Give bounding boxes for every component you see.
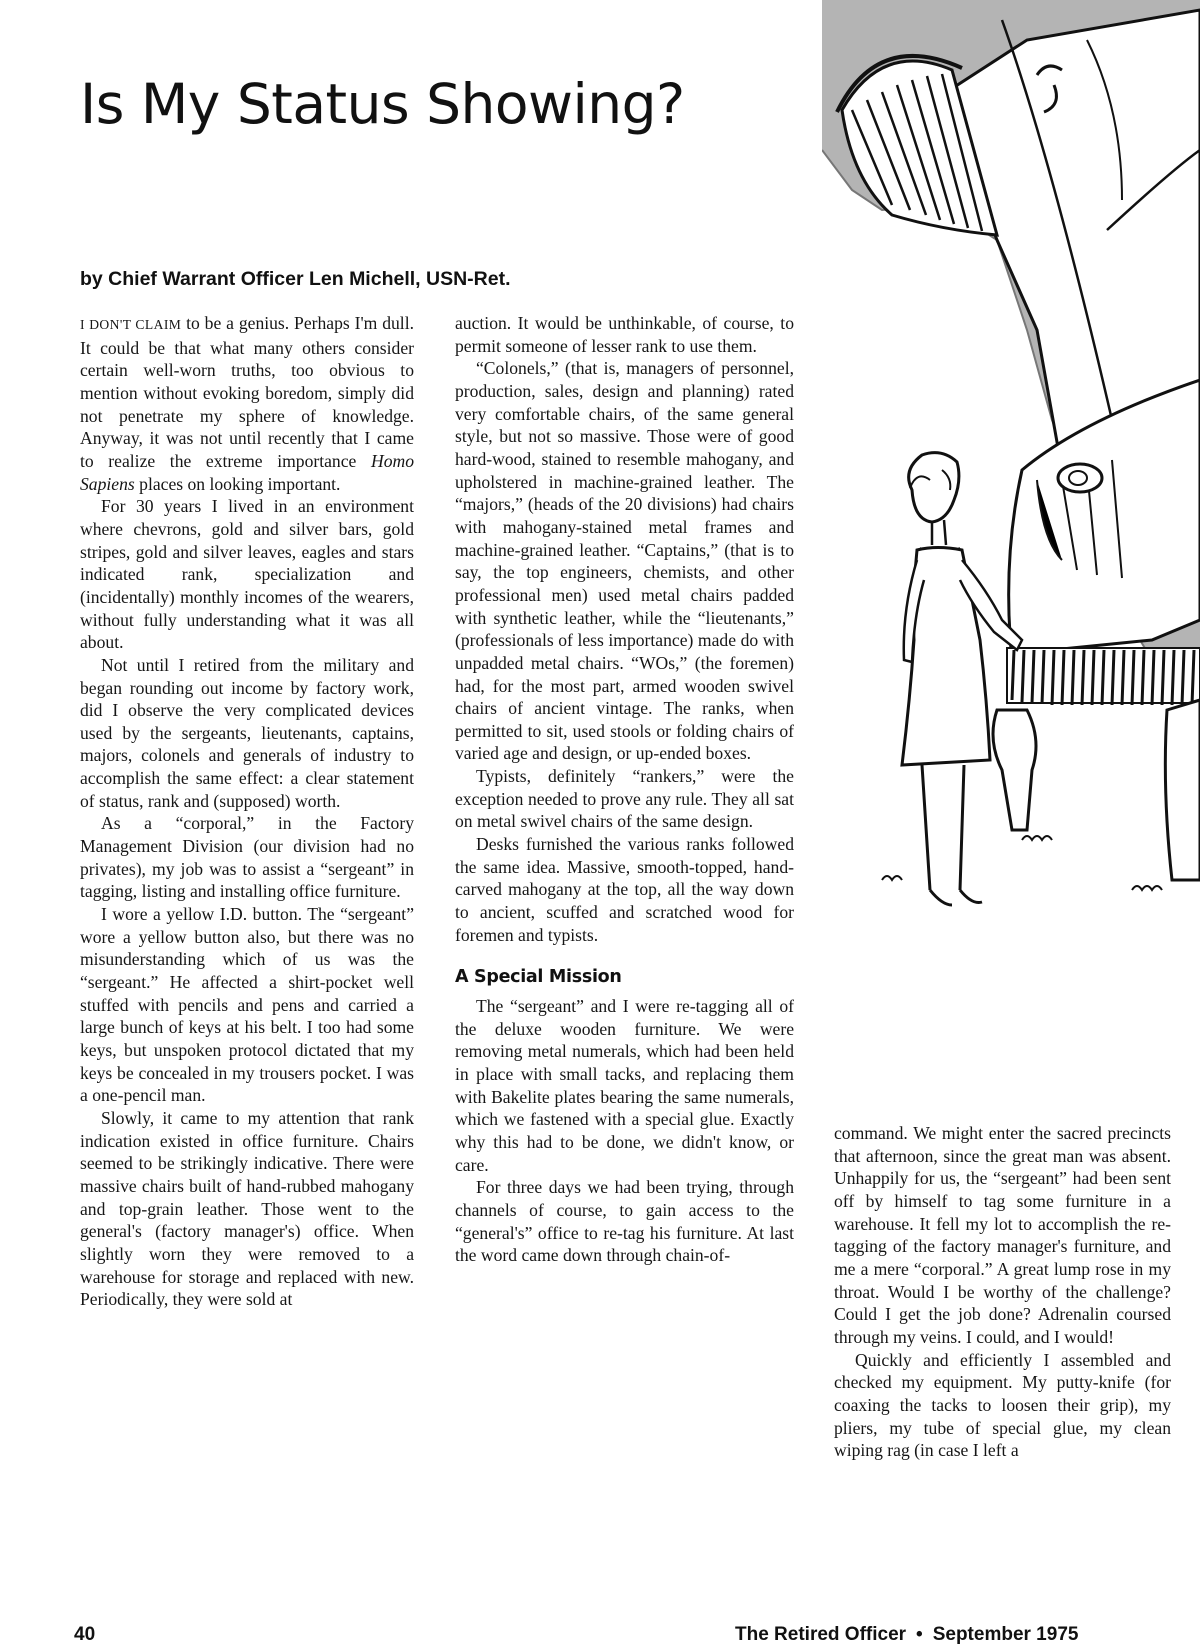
publication-line <box>735 1624 1078 1646</box>
paragraph: For three days we had been trying, through channels of course, to gain access to the “general's” office to re-tag his furniture. At last the word came down through chain-of- <box>455 1177 794 1266</box>
text-column-2 <box>455 312 794 1267</box>
italic-term: Homo Sapiens <box>80 450 415 494</box>
paragraph: Not until I retired from the military and began rounding out income by factory work, did I observe the very complicated devices used by the sergeants, lieutenants, captains, majors, colonels and generals of industry to accomplish the same effect: a clear statement of status, rank and (supposed) worth. <box>80 654 414 811</box>
section-subhead: A Special Mission <box>455 967 622 988</box>
issue-date: September 1975 <box>932 1624 1079 1645</box>
paragraph: “Colonels,” (that is, managers of personnel, production, sales, design and planning) rated very comfortable chairs, of the same general style, but not so massive. Those were of good hard-wood, stained to resemble mahogany, and upholstered in machine-grained leather. The “majors,” (heads of the 20 divisions) had chairs with mahogany-stained metal frames and machine-grained leather. “Captains,” (that is to say, the top engineers, chemists, and other professional men) used metal chairs padded with synthetic leather, while the “lieutenants,” (professionals of less importance) made do with unpadded metal chairs. “WOs,” (the foremen) had, for the most part, armed wooden swivel chairs of ancient vintage. The ranks, when permitted to sit, used stools or folding chairs of varied age and design, or up-ended boxes. <box>455 358 794 764</box>
paragraph: The “sergeant” and I were re-tagging all of the deluxe wooden furniture. We were removing metal numerals, which had been held in place with small tacks, and replacing them with Bakelite plates bearing the same numerals, which we fastened with a special glue. Exactly why this had to be done, we didn't know, or care. <box>455 996 794 1175</box>
paragraph: auction. It would be unthinkable, of course, to permit someone of lesser rank to use them. <box>455 313 794 356</box>
publication-name: The Retired Officer <box>735 1624 907 1645</box>
paragraph: Desks furnished the various ranks followed the same idea. Massive, smooth-topped, hand-carved mahogany at the top, all the way down to ancient, scuffed and scratched wood for foremen and typists. <box>455 834 794 945</box>
paragraph: Quickly and efficiently I assembled and checked my equipment. My putty-knife (for coaxing the tacks to loosen their grip), my pliers, my tube of special glue, my clean wiping rag (in case I left a <box>834 1349 1171 1461</box>
paragraph-text: places on looking important. <box>139 473 341 494</box>
paragraph: command. We might enter the sacred precincts that afternoon, since the great man was absent. Unhappily for us, the “sergeant” had been sent off by himself to tag some furniture in a warehouse. It fell my lot to accomplish the re-tagging of the factory manager's furniture, and me a mere “corporal.” A great lump rose in my throat. Would I be worthy of the challenge? Could I get the job done? Adrenalin coursed through my veins. I could, and I would! <box>834 1123 1171 1347</box>
drop-lead: I DON'T CLAIM <box>80 317 182 332</box>
text-column-1 <box>80 312 414 1311</box>
seat-fringe-icon <box>1007 648 1200 705</box>
paragraph: Typists, definitely “rankers,” were the exception needed to prove any rule. They all sat on metal swivel chairs of the same design. <box>455 766 794 832</box>
paragraph: For 30 years I lived in an environment where chevrons, gold and silver bars, gold stripes, gold and silver leaves, eagles and stars indicated rank, specialization and (incidentally) monthly incomes of the wearers, without fully understanding what it was all about. <box>80 496 414 653</box>
article-title: Is My Status Showing? <box>80 72 685 136</box>
cartoon-woman-and-giant-chair-illustration <box>822 0 1200 960</box>
article-byline: by Chief Warrant Officer Len Michell, USN-Ret. <box>80 268 511 290</box>
paragraph: Slowly, it came to my attention that rank indication existed in office furniture. Chairs seemed to be strikingly indicative. There were massive chairs built of hand-rubbed mahogany and top-grain leather. Those went to the general's (factory manager's) office. When slightly worn they were removed to a warehouse for storage and replaced with new. Periodically, they were sold at <box>80 1107 414 1310</box>
text-column-3 <box>834 1122 1171 1462</box>
paragraph <box>80 312 414 495</box>
bullet-separator: • <box>916 1624 923 1645</box>
page-number: 40 <box>74 1624 96 1645</box>
paragraph: I wore a yellow I.D. button. The “sergeant” wore a yellow button also, but there was no misunderstanding which of us was the “sergeant.” He affected a shirt-pocket well stuffed with pencils and pens and carried a large bunch of keys at his belt. I too had some keys, but unspoken protocol dictated that my keys be concealed in my trousers pocket. I was a one-pencil man. <box>80 904 414 1106</box>
paragraph: As a “corporal,” in the Factory Management Division (our division had no privates), my job was to assist a “sergeant” in tagging, listing and installing office furniture. <box>80 813 414 902</box>
paragraph-text: to be a genius. Perhaps I'm dull. It could be that what many others consider certain well-worn truths, too obvious to mention without evoking boredom, simply did not penetrate my sphere of knowledge. Anyway, it was not until recently that I came to realize the extreme importance <box>80 313 414 471</box>
